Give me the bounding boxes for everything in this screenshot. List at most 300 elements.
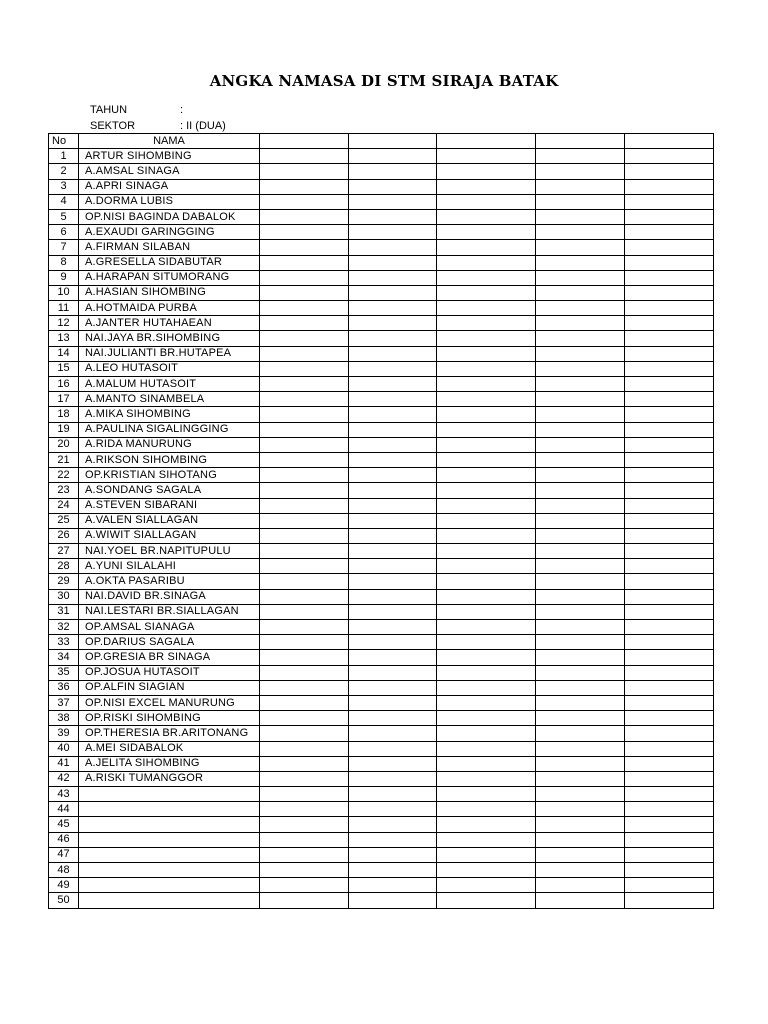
table-row bbox=[49, 331, 714, 346]
row-number: 28 bbox=[49, 559, 79, 574]
row-blank-cell bbox=[260, 878, 349, 893]
row-blank-cell bbox=[625, 847, 714, 862]
row-number: 18 bbox=[49, 407, 79, 422]
row-number: 24 bbox=[49, 498, 79, 513]
row-blank-cell bbox=[349, 559, 437, 574]
row-blank-cell bbox=[437, 878, 536, 893]
header-col-6 bbox=[536, 134, 625, 149]
row-blank-cell bbox=[437, 422, 536, 437]
row-blank-cell bbox=[625, 468, 714, 483]
row-name bbox=[79, 817, 260, 832]
row-blank-cell bbox=[437, 695, 536, 710]
row-number: 20 bbox=[49, 437, 79, 452]
row-blank-cell bbox=[536, 422, 625, 437]
row-name bbox=[79, 802, 260, 817]
row-number: 26 bbox=[49, 528, 79, 543]
row-blank-cell bbox=[349, 878, 437, 893]
row-blank-cell bbox=[625, 802, 714, 817]
row-number: 39 bbox=[49, 726, 79, 741]
table-row bbox=[49, 164, 714, 179]
row-blank-cell bbox=[260, 787, 349, 802]
row-name: A.JELITA SIHOMBING bbox=[79, 756, 260, 771]
row-name bbox=[79, 832, 260, 847]
table-row bbox=[49, 756, 714, 771]
table-row bbox=[49, 589, 714, 604]
row-name: A.PAULINA SIGALINGGING bbox=[79, 422, 260, 437]
row-number: 27 bbox=[49, 544, 79, 559]
row-number: 16 bbox=[49, 377, 79, 392]
table-row bbox=[49, 377, 714, 392]
row-number: 25 bbox=[49, 513, 79, 528]
row-name: A.YUNI SILALAHI bbox=[79, 559, 260, 574]
row-blank-cell bbox=[260, 407, 349, 422]
row-blank-cell bbox=[536, 650, 625, 665]
row-blank-cell bbox=[625, 331, 714, 346]
row-blank-cell bbox=[260, 316, 349, 331]
row-blank-cell bbox=[625, 650, 714, 665]
row-blank-cell bbox=[536, 377, 625, 392]
row-number: 40 bbox=[49, 741, 79, 756]
row-blank-cell bbox=[260, 392, 349, 407]
row-blank-cell bbox=[437, 392, 536, 407]
table-row bbox=[49, 316, 714, 331]
row-blank-cell bbox=[260, 604, 349, 619]
row-blank-cell bbox=[536, 680, 625, 695]
row-number: 15 bbox=[49, 361, 79, 376]
row-blank-cell bbox=[260, 240, 349, 255]
table-row bbox=[49, 407, 714, 422]
row-blank-cell bbox=[349, 695, 437, 710]
header-no: No bbox=[49, 134, 79, 149]
row-blank-cell bbox=[625, 832, 714, 847]
row-name: A.HOTMAIDA PURBA bbox=[79, 301, 260, 316]
row-blank-cell bbox=[625, 589, 714, 604]
row-number: 1 bbox=[49, 149, 79, 164]
row-blank-cell bbox=[625, 346, 714, 361]
row-blank-cell bbox=[625, 301, 714, 316]
row-blank-cell bbox=[536, 802, 625, 817]
row-name: NAI.DAVID BR.SINAGA bbox=[79, 589, 260, 604]
row-blank-cell bbox=[260, 513, 349, 528]
row-blank-cell bbox=[260, 194, 349, 209]
row-blank-cell bbox=[625, 574, 714, 589]
table-row bbox=[49, 863, 714, 878]
table-row bbox=[49, 665, 714, 680]
row-blank-cell bbox=[349, 589, 437, 604]
row-number: 32 bbox=[49, 620, 79, 635]
table-row bbox=[49, 635, 714, 650]
row-blank-cell bbox=[260, 346, 349, 361]
header-col-7 bbox=[625, 134, 714, 149]
row-blank-cell bbox=[260, 149, 349, 164]
row-number: 4 bbox=[49, 194, 79, 209]
row-blank-cell bbox=[260, 726, 349, 741]
meta-sector-label: SEKTOR bbox=[90, 120, 136, 132]
row-blank-cell bbox=[437, 225, 536, 240]
row-blank-cell bbox=[349, 847, 437, 862]
row-number: 47 bbox=[49, 847, 79, 862]
table-row bbox=[49, 878, 714, 893]
table-row bbox=[49, 452, 714, 467]
row-blank-cell bbox=[536, 240, 625, 255]
row-blank-cell bbox=[260, 255, 349, 270]
table-row bbox=[49, 240, 714, 255]
row-blank-cell bbox=[260, 635, 349, 650]
row-blank-cell bbox=[260, 301, 349, 316]
row-name: A.OKTA PASARIBU bbox=[79, 574, 260, 589]
row-blank-cell bbox=[349, 285, 437, 300]
row-number: 7 bbox=[49, 240, 79, 255]
row-blank-cell bbox=[437, 832, 536, 847]
table-row bbox=[49, 179, 714, 194]
row-blank-cell bbox=[625, 164, 714, 179]
row-blank-cell bbox=[260, 468, 349, 483]
row-name: A.MALUM HUTASOIT bbox=[79, 377, 260, 392]
row-blank-cell bbox=[536, 301, 625, 316]
table-row bbox=[49, 209, 714, 224]
row-number: 9 bbox=[49, 270, 79, 285]
row-blank-cell bbox=[260, 179, 349, 194]
row-name: OP.NISI EXCEL MANURUNG bbox=[79, 695, 260, 710]
row-blank-cell bbox=[349, 604, 437, 619]
row-blank-cell bbox=[260, 285, 349, 300]
row-name: A.LEO HUTASOIT bbox=[79, 361, 260, 376]
row-name: A.WIWIT SIALLAGAN bbox=[79, 528, 260, 543]
row-blank-cell bbox=[625, 209, 714, 224]
row-number: 17 bbox=[49, 392, 79, 407]
row-blank-cell bbox=[536, 863, 625, 878]
row-name: A.HARAPAN SITUMORANG bbox=[79, 270, 260, 285]
row-blank-cell bbox=[260, 164, 349, 179]
table-row bbox=[49, 437, 714, 452]
row-number: 44 bbox=[49, 802, 79, 817]
row-name bbox=[79, 893, 260, 908]
row-blank-cell bbox=[536, 726, 625, 741]
row-blank-cell bbox=[536, 149, 625, 164]
row-number: 33 bbox=[49, 635, 79, 650]
row-blank-cell bbox=[625, 787, 714, 802]
row-blank-cell bbox=[437, 498, 536, 513]
row-blank-cell bbox=[625, 604, 714, 619]
row-blank-cell bbox=[260, 498, 349, 513]
row-blank-cell bbox=[437, 331, 536, 346]
row-blank-cell bbox=[260, 483, 349, 498]
row-blank-cell bbox=[349, 893, 437, 908]
document-meta bbox=[90, 102, 226, 134]
row-number: 19 bbox=[49, 422, 79, 437]
row-name: A.DORMA LUBIS bbox=[79, 194, 260, 209]
table-row bbox=[49, 255, 714, 270]
row-blank-cell bbox=[260, 711, 349, 726]
table-row bbox=[49, 301, 714, 316]
row-blank-cell bbox=[437, 893, 536, 908]
row-blank-cell bbox=[536, 209, 625, 224]
row-blank-cell bbox=[625, 361, 714, 376]
table-row bbox=[49, 680, 714, 695]
row-blank-cell bbox=[536, 665, 625, 680]
row-blank-cell bbox=[349, 483, 437, 498]
row-blank-cell bbox=[349, 270, 437, 285]
row-blank-cell bbox=[437, 711, 536, 726]
table-row bbox=[49, 695, 714, 710]
row-blank-cell bbox=[536, 559, 625, 574]
row-blank-cell bbox=[437, 544, 536, 559]
row-blank-cell bbox=[437, 164, 536, 179]
row-blank-cell bbox=[260, 817, 349, 832]
row-blank-cell bbox=[437, 665, 536, 680]
table-row bbox=[49, 498, 714, 513]
row-blank-cell bbox=[349, 255, 437, 270]
row-name: NAI.LESTARI BR.SIALLAGAN bbox=[79, 604, 260, 619]
row-blank-cell bbox=[625, 437, 714, 452]
row-blank-cell bbox=[625, 559, 714, 574]
row-blank-cell bbox=[349, 240, 437, 255]
row-blank-cell bbox=[260, 528, 349, 543]
row-number: 8 bbox=[49, 255, 79, 270]
row-blank-cell bbox=[437, 361, 536, 376]
row-blank-cell bbox=[625, 878, 714, 893]
row-blank-cell bbox=[260, 741, 349, 756]
row-blank-cell bbox=[437, 240, 536, 255]
table-row bbox=[49, 650, 714, 665]
row-blank-cell bbox=[437, 513, 536, 528]
row-blank-cell bbox=[536, 847, 625, 862]
row-name: A.RISKI TUMANGGOR bbox=[79, 771, 260, 786]
row-blank-cell bbox=[536, 437, 625, 452]
row-blank-cell bbox=[625, 225, 714, 240]
row-blank-cell bbox=[536, 574, 625, 589]
row-blank-cell bbox=[349, 377, 437, 392]
row-blank-cell bbox=[349, 301, 437, 316]
row-blank-cell bbox=[536, 817, 625, 832]
table-row bbox=[49, 711, 714, 726]
row-name: A.SONDANG SAGALA bbox=[79, 483, 260, 498]
row-name: NAI.JAYA BR.SIHOMBING bbox=[79, 331, 260, 346]
row-blank-cell bbox=[625, 741, 714, 756]
row-blank-cell bbox=[349, 422, 437, 437]
row-blank-cell bbox=[625, 483, 714, 498]
row-blank-cell bbox=[349, 650, 437, 665]
row-blank-cell bbox=[349, 665, 437, 680]
meta-year-value: : bbox=[180, 104, 184, 116]
row-blank-cell bbox=[349, 711, 437, 726]
row-blank-cell bbox=[349, 361, 437, 376]
row-blank-cell bbox=[437, 604, 536, 619]
row-number: 11 bbox=[49, 301, 79, 316]
row-blank-cell bbox=[260, 361, 349, 376]
row-blank-cell bbox=[536, 878, 625, 893]
row-name: A.RIKSON SIHOMBING bbox=[79, 452, 260, 467]
row-blank-cell bbox=[625, 665, 714, 680]
row-name: A.APRI SINAGA bbox=[79, 179, 260, 194]
row-blank-cell bbox=[437, 179, 536, 194]
row-blank-cell bbox=[437, 650, 536, 665]
row-number: 41 bbox=[49, 756, 79, 771]
row-blank-cell bbox=[349, 574, 437, 589]
table-row bbox=[49, 893, 714, 908]
table-row bbox=[49, 832, 714, 847]
row-blank-cell bbox=[349, 407, 437, 422]
row-blank-cell bbox=[349, 468, 437, 483]
row-name: ARTUR SIHOMBING bbox=[79, 149, 260, 164]
row-blank-cell bbox=[260, 771, 349, 786]
row-name: NAI.JULIANTI BR.HUTAPEA bbox=[79, 346, 260, 361]
row-blank-cell bbox=[536, 483, 625, 498]
row-blank-cell bbox=[437, 346, 536, 361]
row-number: 6 bbox=[49, 225, 79, 240]
row-blank-cell bbox=[625, 422, 714, 437]
row-number: 30 bbox=[49, 589, 79, 604]
row-blank-cell bbox=[625, 285, 714, 300]
row-blank-cell bbox=[536, 361, 625, 376]
row-blank-cell bbox=[349, 209, 437, 224]
row-blank-cell bbox=[536, 164, 625, 179]
table-row bbox=[49, 544, 714, 559]
row-blank-cell bbox=[260, 452, 349, 467]
row-blank-cell bbox=[349, 771, 437, 786]
row-name: OP.RISKI SIHOMBING bbox=[79, 711, 260, 726]
table-row bbox=[49, 741, 714, 756]
row-blank-cell bbox=[349, 620, 437, 635]
row-blank-cell bbox=[536, 604, 625, 619]
row-blank-cell bbox=[625, 863, 714, 878]
row-name: A.RIDA MANURUNG bbox=[79, 437, 260, 452]
row-number: 34 bbox=[49, 650, 79, 665]
row-blank-cell bbox=[625, 513, 714, 528]
row-blank-cell bbox=[437, 635, 536, 650]
table-row bbox=[49, 847, 714, 862]
row-name bbox=[79, 878, 260, 893]
row-blank-cell bbox=[437, 574, 536, 589]
row-blank-cell bbox=[437, 847, 536, 862]
row-number: 5 bbox=[49, 209, 79, 224]
row-number: 42 bbox=[49, 771, 79, 786]
roster-table bbox=[48, 133, 714, 909]
table-row bbox=[49, 149, 714, 164]
row-blank-cell bbox=[437, 270, 536, 285]
row-blank-cell bbox=[437, 680, 536, 695]
row-name: A.HASIAN SIHOMBING bbox=[79, 285, 260, 300]
row-name: NAI.YOEL BR.NAPITUPULU bbox=[79, 544, 260, 559]
row-name: A.MIKA SIHOMBING bbox=[79, 407, 260, 422]
row-blank-cell bbox=[349, 756, 437, 771]
row-number: 21 bbox=[49, 452, 79, 467]
row-blank-cell bbox=[536, 787, 625, 802]
row-blank-cell bbox=[437, 559, 536, 574]
row-blank-cell bbox=[260, 695, 349, 710]
row-blank-cell bbox=[536, 452, 625, 467]
table-header-row bbox=[49, 134, 714, 149]
row-blank-cell bbox=[260, 650, 349, 665]
row-blank-cell bbox=[349, 225, 437, 240]
row-name bbox=[79, 787, 260, 802]
table-row bbox=[49, 528, 714, 543]
row-blank-cell bbox=[437, 483, 536, 498]
meta-row-sector bbox=[90, 118, 226, 134]
row-blank-cell bbox=[437, 756, 536, 771]
row-blank-cell bbox=[437, 771, 536, 786]
meta-year-label: TAHUN bbox=[90, 104, 128, 116]
table-row bbox=[49, 392, 714, 407]
row-blank-cell bbox=[349, 832, 437, 847]
row-blank-cell bbox=[536, 635, 625, 650]
row-blank-cell bbox=[625, 407, 714, 422]
row-blank-cell bbox=[349, 331, 437, 346]
row-blank-cell bbox=[437, 209, 536, 224]
row-blank-cell bbox=[260, 377, 349, 392]
document-title: ANGKA NAMASA DI STM SIRAJA BATAK bbox=[209, 72, 559, 90]
row-number: 3 bbox=[49, 179, 79, 194]
table-row bbox=[49, 620, 714, 635]
row-blank-cell bbox=[625, 377, 714, 392]
row-blank-cell bbox=[536, 270, 625, 285]
row-name: OP.ALFIN SIAGIAN bbox=[79, 680, 260, 695]
row-blank-cell bbox=[536, 498, 625, 513]
row-blank-cell bbox=[260, 680, 349, 695]
row-blank-cell bbox=[260, 802, 349, 817]
row-name: OP.GRESIA BR SINAGA bbox=[79, 650, 260, 665]
table-row bbox=[49, 194, 714, 209]
row-blank-cell bbox=[349, 802, 437, 817]
row-blank-cell bbox=[536, 316, 625, 331]
header-col-4 bbox=[349, 134, 437, 149]
header-col-5 bbox=[437, 134, 536, 149]
table-row bbox=[49, 422, 714, 437]
row-blank-cell bbox=[349, 346, 437, 361]
row-blank-cell bbox=[437, 377, 536, 392]
row-number: 37 bbox=[49, 695, 79, 710]
row-name: A.EXAUDI GARINGGING bbox=[79, 225, 260, 240]
row-blank-cell bbox=[260, 863, 349, 878]
row-name bbox=[79, 863, 260, 878]
table-row bbox=[49, 225, 714, 240]
row-blank-cell bbox=[625, 544, 714, 559]
row-blank-cell bbox=[536, 513, 625, 528]
table-row bbox=[49, 726, 714, 741]
row-blank-cell bbox=[536, 711, 625, 726]
table-row bbox=[49, 817, 714, 832]
row-blank-cell bbox=[349, 164, 437, 179]
row-blank-cell bbox=[437, 407, 536, 422]
table-row bbox=[49, 771, 714, 786]
row-blank-cell bbox=[536, 346, 625, 361]
row-blank-cell bbox=[260, 422, 349, 437]
row-blank-cell bbox=[625, 711, 714, 726]
table-row bbox=[49, 346, 714, 361]
row-blank-cell bbox=[260, 209, 349, 224]
row-blank-cell bbox=[625, 316, 714, 331]
row-number: 45 bbox=[49, 817, 79, 832]
table-row bbox=[49, 604, 714, 619]
row-blank-cell bbox=[625, 392, 714, 407]
row-blank-cell bbox=[625, 726, 714, 741]
row-blank-cell bbox=[437, 437, 536, 452]
row-blank-cell bbox=[536, 544, 625, 559]
row-blank-cell bbox=[625, 452, 714, 467]
row-blank-cell bbox=[437, 468, 536, 483]
row-blank-cell bbox=[437, 285, 536, 300]
header-col-3 bbox=[260, 134, 349, 149]
row-blank-cell bbox=[536, 468, 625, 483]
row-blank-cell bbox=[437, 817, 536, 832]
row-number: 36 bbox=[49, 680, 79, 695]
row-blank-cell bbox=[536, 771, 625, 786]
row-blank-cell bbox=[625, 149, 714, 164]
row-blank-cell bbox=[260, 331, 349, 346]
row-blank-cell bbox=[625, 498, 714, 513]
row-name: OP.AMSAL SIANAGA bbox=[79, 620, 260, 635]
row-name: A.FIRMAN SILABAN bbox=[79, 240, 260, 255]
